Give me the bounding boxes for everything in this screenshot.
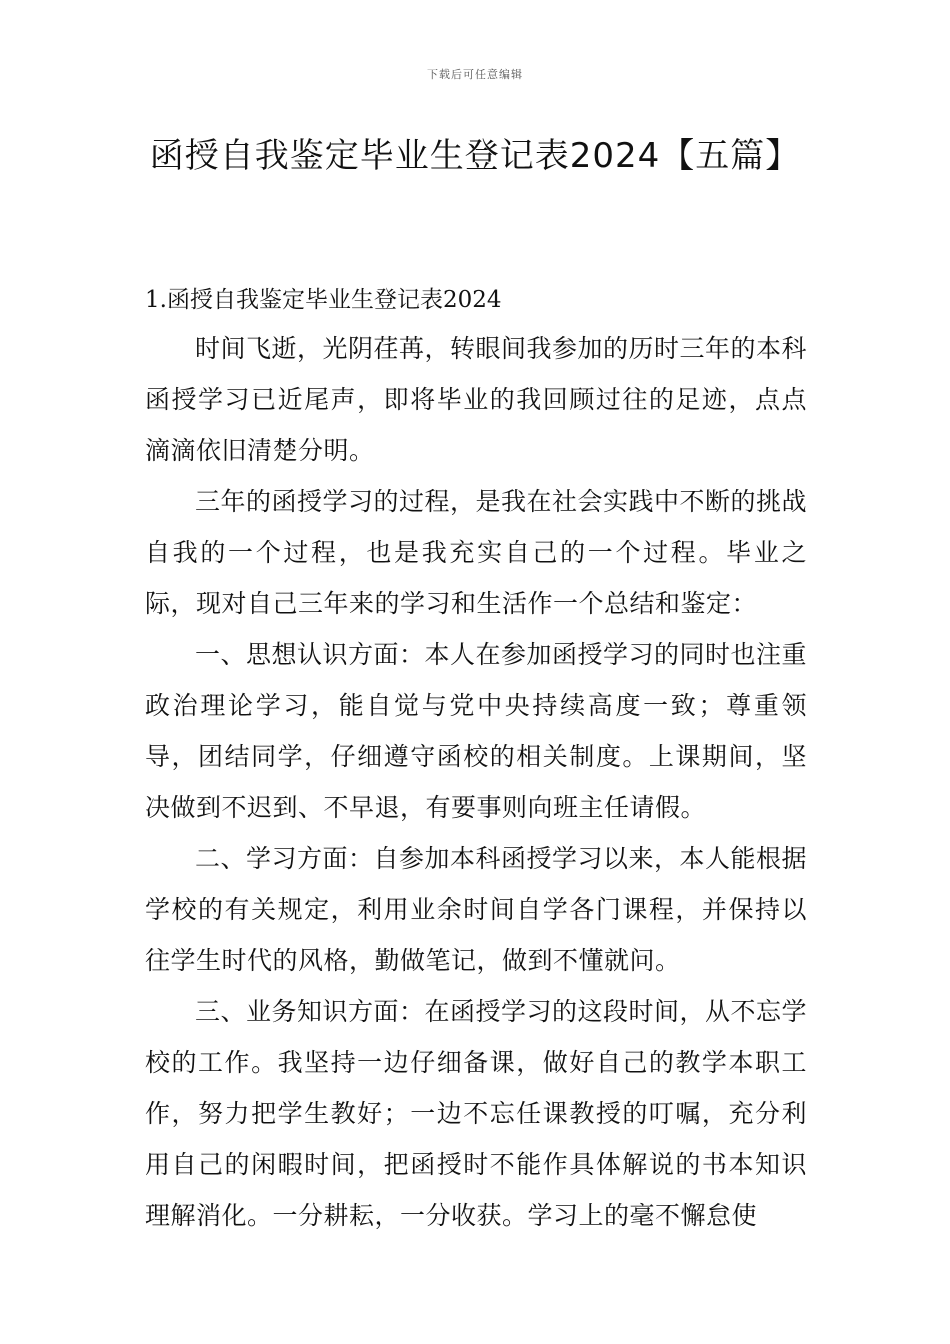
document-title: 函授自我鉴定毕业生登记表2024【五篇】 [149, 136, 801, 176]
paragraph-professional: 三、业务知识方面：在函授学习的这段时间，从不忘学校的工作。我坚持一边仔细备课，做好自己的教学本职工作，努力把学生教好；一边不忘任课教授的叮嘱，充分利用自己的闲暇时间，把函授时不能作具体解说的书本知识理解消化。一分耕耘，一分收获。学习上的毫不懈怠使 [145, 997, 808, 1230]
paragraph-intro: 时间飞逝，光阴荏苒，转眼间我参加的历时三年的本科函授学习已近尾声，即将毕业的我回顾过往的足迹，点点滴滴依旧清楚分明。 [145, 334, 808, 465]
header-note: 下载后可任意编辑 [427, 68, 523, 81]
document-body [145, 277, 807, 1241]
paragraph-ideology: 一、思想认识方面：本人在参加函授学习的同时也注重政治理论学习，能自觉与党中央持续高度一致；尊重领导，团结同学，仔细遵守函校的相关制度。上课期间，坚决做到不迟到、不早退，有要事则向班主任请假。 [145, 640, 808, 822]
paragraph-overview: 三年的函授学习的过程，是我在社会实践中不断的挑战自我的一个过程，也是我充实自己的一个过程。毕业之际，现对自己三年来的学习和生活作一个总结和鉴定： [145, 487, 808, 618]
section-heading: 1.函授自我鉴定毕业生登记表2024 [145, 287, 502, 313]
paragraph-study: 二、学习方面：自参加本科函授学习以来，本人能根据学校的有关规定，利用业余时间自学各门课程，并保持以往学生时代的风格，勤做笔记，做到不懂就问。 [145, 844, 808, 975]
